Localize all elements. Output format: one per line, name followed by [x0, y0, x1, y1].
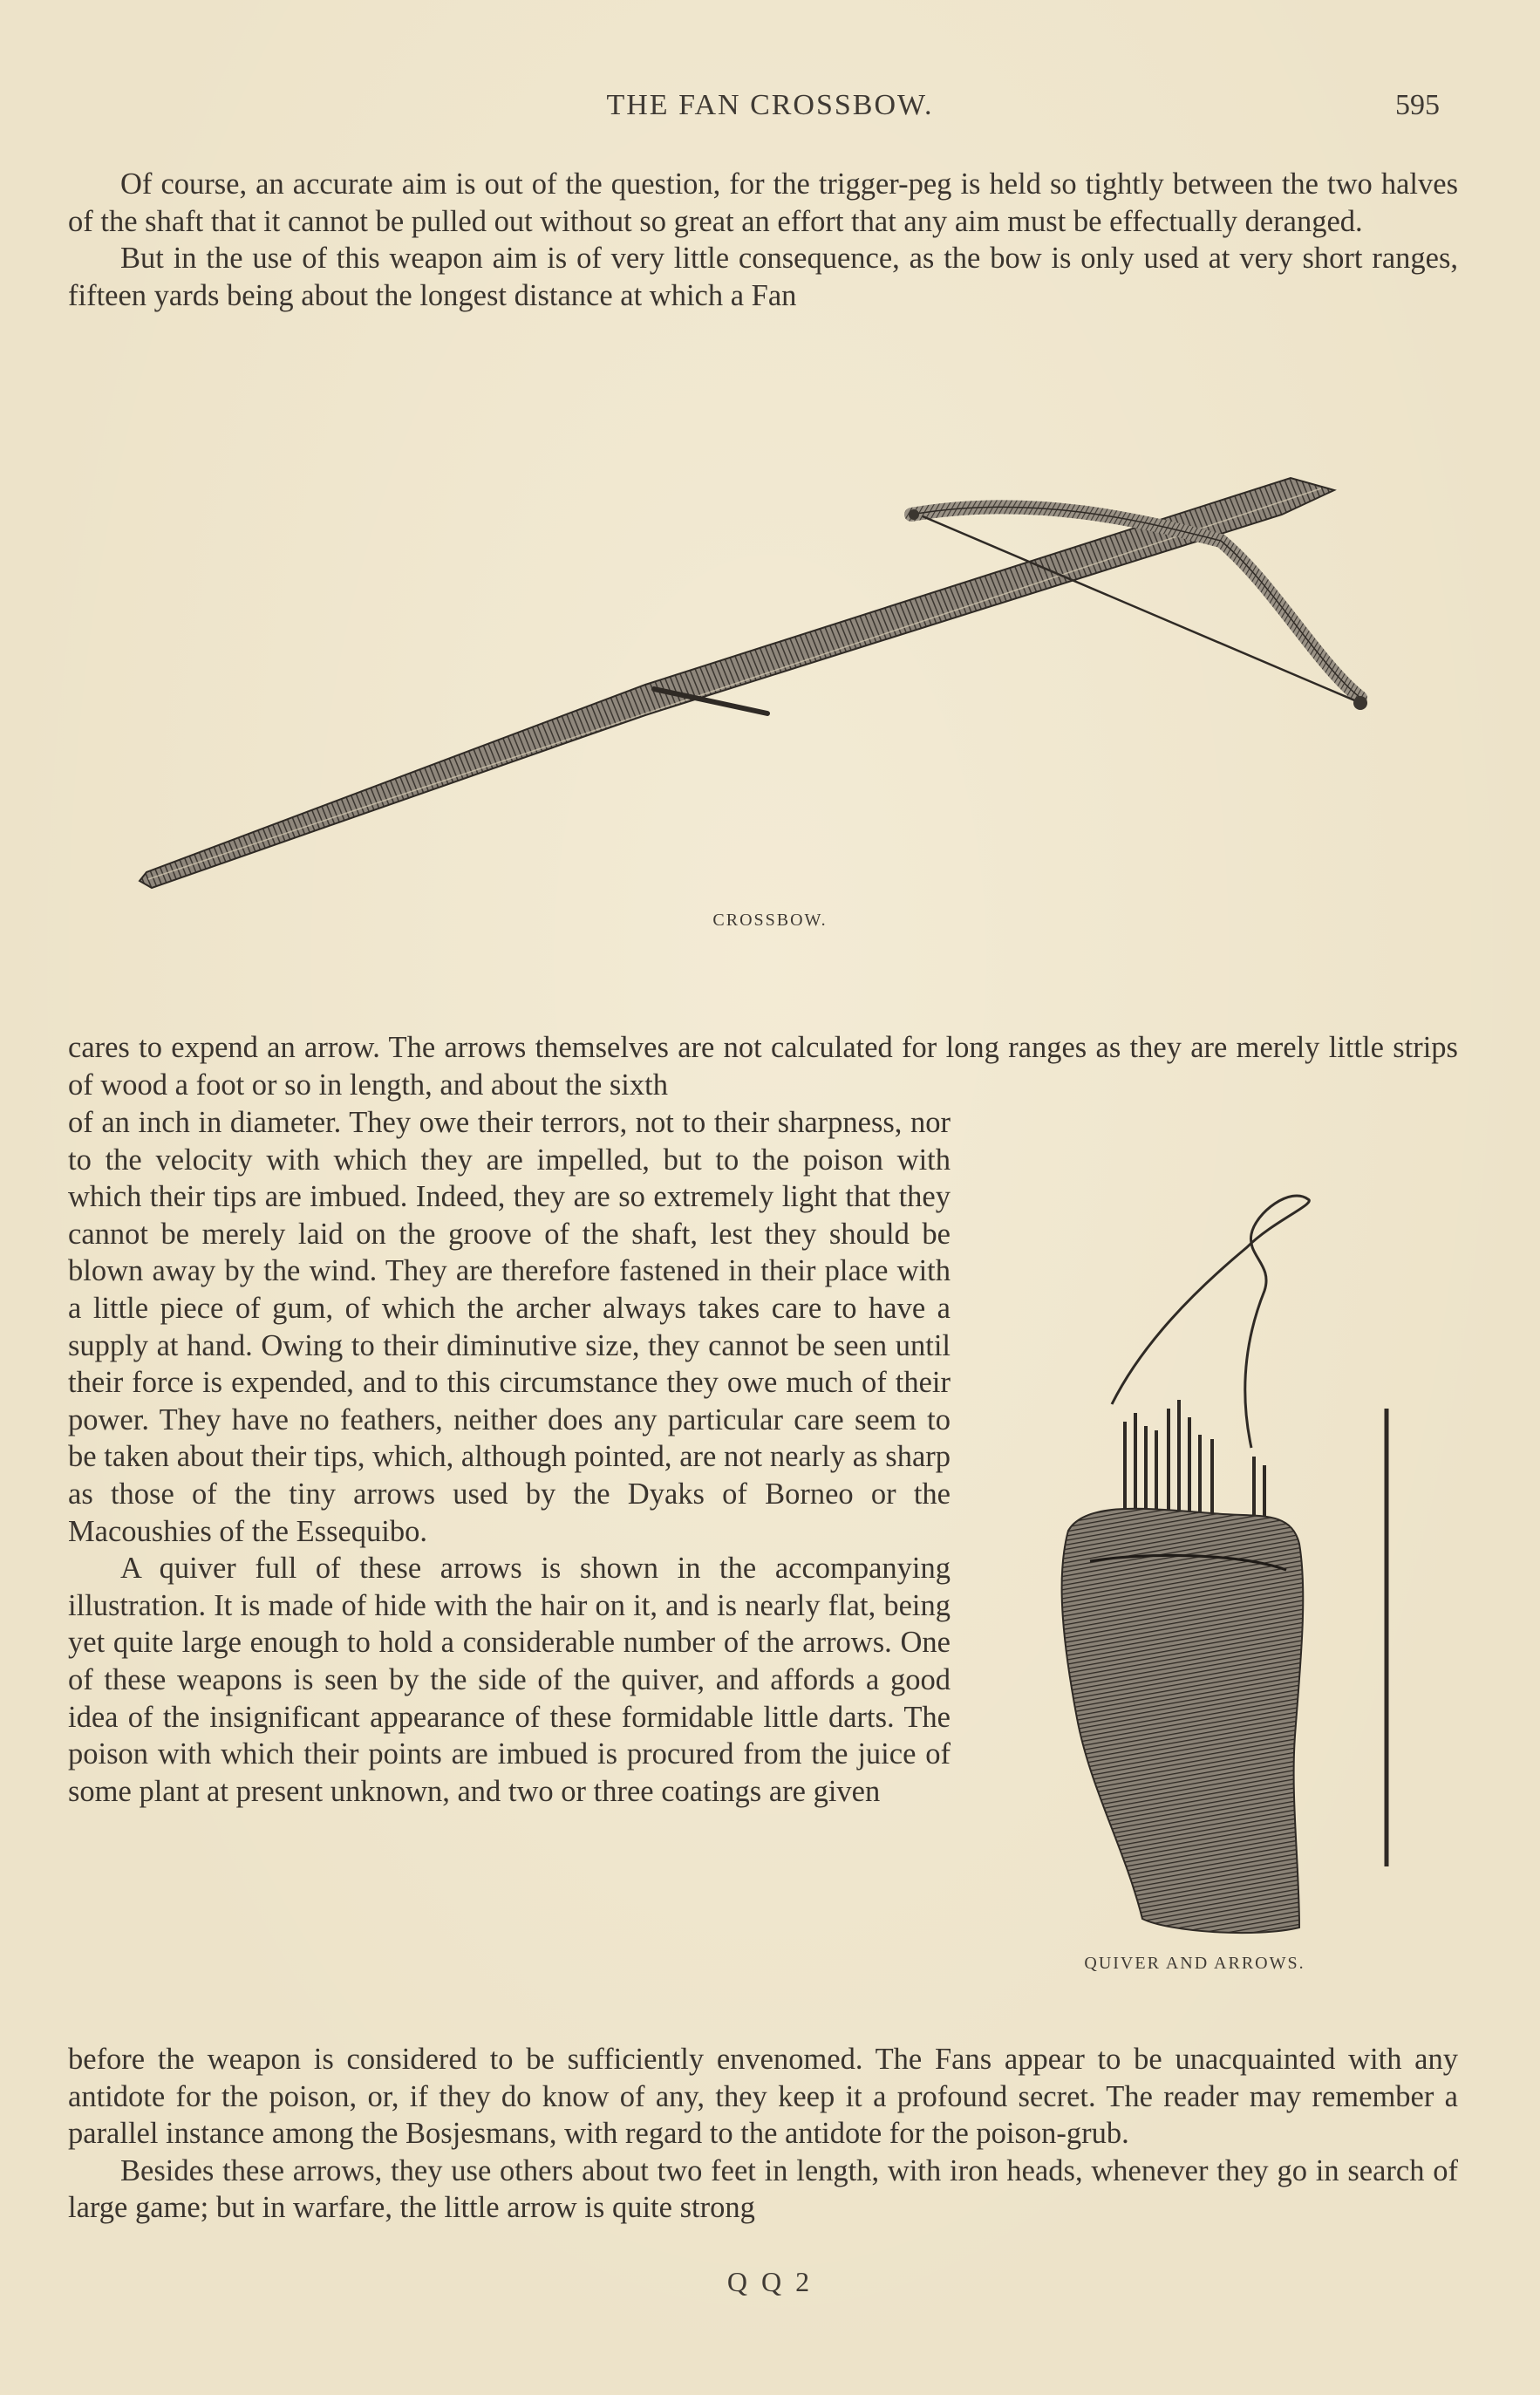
quiver-body: [1062, 1509, 1304, 1933]
paragraph-2-continued: cares to expend an arrow. The arrows themselves are not calculated for long ranges as they are merely little strips of wood a foot or so in length, and about the sixth: [68, 1031, 1458, 1102]
paragraph-4: Besides these arrows, they use others about two feet in length, with iron heads, whenever they go in search of large game; but in warfare, the little arrow is quite strong: [68, 2153, 1458, 2225]
quiver-caption: QUIVER AND ARROWS.: [1084, 1954, 1305, 1973]
signature-mark: Q Q 2: [726, 2266, 814, 2297]
paragraph-3-full: before the weapon is considered to be sufficiently envenomed. The Fans appear to be unacquainted with any antidote for the poison, or, if they do know of any, they keep it a profound secret. The reader may remember a parallel instance among the Bosjesmans, with regard to the antidote for the poison-grub.: [68, 2043, 1458, 2151]
page-number: 595: [1395, 89, 1440, 121]
text-block-mid: [68, 1029, 1458, 1103]
crossbow-illustration: [122, 454, 1395, 907]
paragraph-3-narrow: A quiver full of these arrows is shown in the accompanying illustration. It is made of hide with the hair on it, and is nearly flat, being yet quite large enough to hold a considerable number of the arrows. One of these weapons is seen by the side of the quiver, and affords a good idea of the insignificant appearance of these formidable little darts. The poison with which their points are imbued is procured from the juice of some plant at present unknown, and two or three coatings are given: [68, 1552, 951, 1808]
quiver-illustration: [1038, 1186, 1421, 1945]
paragraph-2-start: But in the use of this weapon aim is of very little consequence, as the bow is only used at very short ranges, fifteen yards being about the longest distance at which a Fan: [68, 242, 1458, 312]
paragraph-2-narrow: of an inch in diameter. They owe their terrors, not to their sharpness, nor to the velocity with which they are impelled, but to the poison with which their tips are imbued. Indeed, they are so extremely light that they cannot be merely laid on the groove of the shaft, lest they should be blown away by the wind. They are therefore fastened in their place with a little piece of gum, of which the archer always takes care to have a supply at hand. Owing to their diminutive size, they cannot be seen until their force is expended, and to this circumstance they owe much of their power. They have no feathers, neither does any particular care seem to be taken about their tips, which, although pointed, are not nearly as sharp as those of the tiny arrows used by the Dyaks of Borneo or the Macoushies of the Essequibo.: [68, 1106, 951, 1548]
quiver-strap: [1112, 1196, 1309, 1448]
text-block-bottom: [68, 2041, 1458, 2227]
running-title: THE FAN CROSSBOW.: [606, 89, 934, 121]
crossbow-caption: CROSSBOW.: [712, 911, 828, 930]
text-block-narrow: [68, 1104, 951, 1810]
paragraph-1: Of course, an accurate aim is out of the question, for the trigger-peg is held so tightly between the two halves of the shaft that it cannot be pulled out without so great an effort that any aim must be effectually deranged.: [68, 167, 1458, 238]
text-block-top: [68, 166, 1458, 314]
